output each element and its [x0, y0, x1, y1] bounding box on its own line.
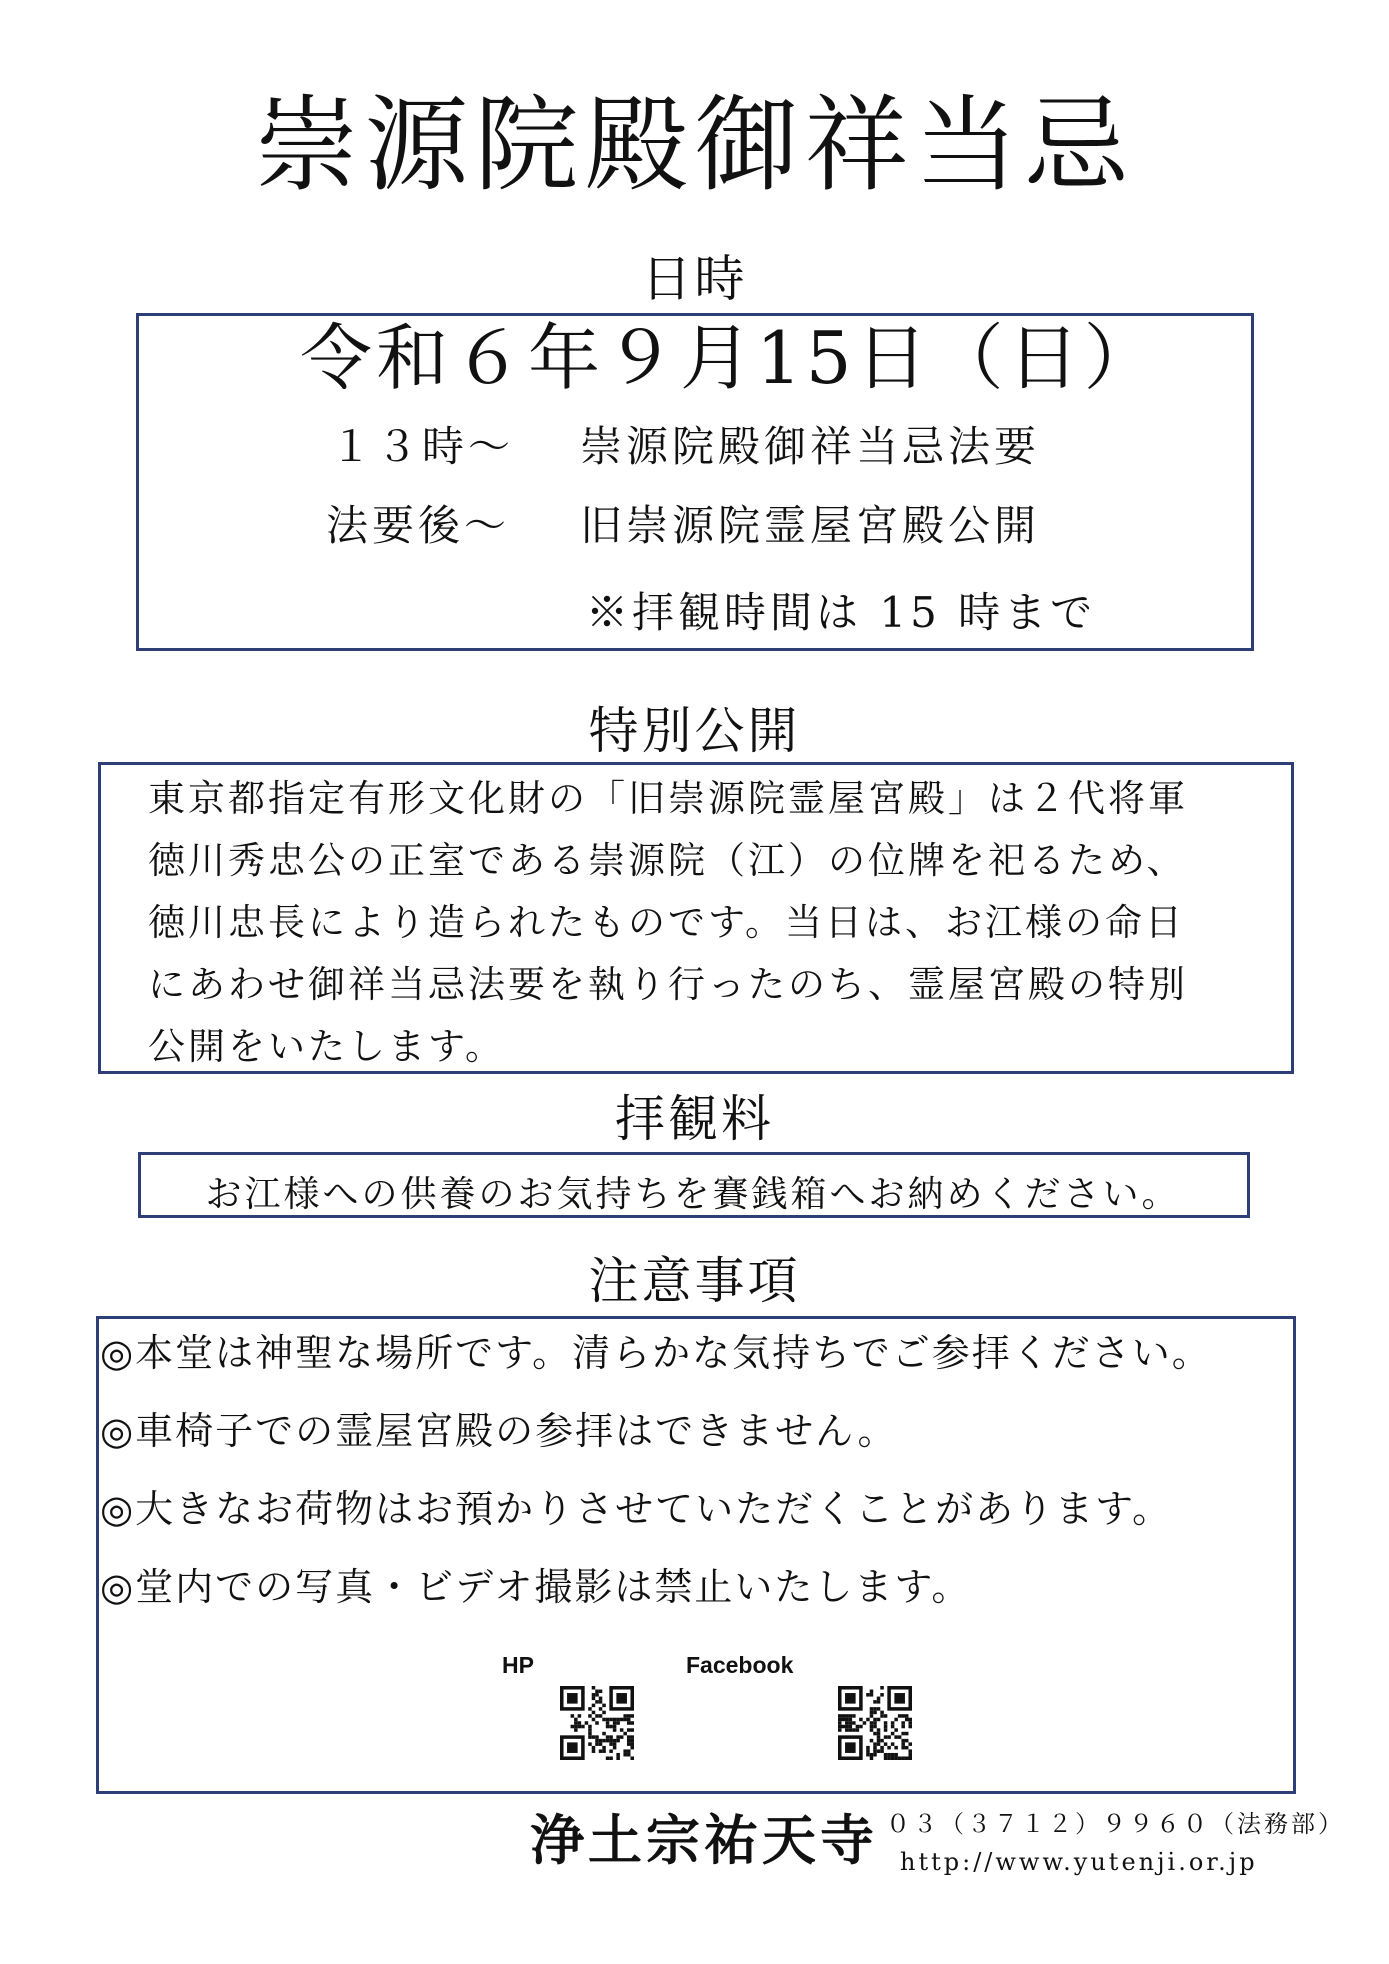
special-description [148, 768, 1288, 1078]
facebook-qr-code-icon[interactable] [838, 1686, 912, 1760]
website-url[interactable]: http://www.yutenji.or.jp [900, 1848, 1258, 1876]
schedule-event-2: 旧崇源院霊屋宮殿公開 [580, 501, 1041, 550]
schedule-time-1: １３時～ [330, 422, 515, 471]
special-line: 徳川忠長により造られたものです。当日は、お江様の命日 [148, 901, 1186, 944]
page-title: 崇源院殿御祥当忌 [254, 84, 1135, 206]
schedule-heading: 日時 [641, 250, 748, 308]
phone-number: ０３（３７１２）９９６０（法務部） [886, 1810, 1345, 1838]
special-heading: 特別公開 [588, 702, 801, 760]
schedule-event-1: 崇源院殿御祥当忌法要 [580, 422, 1041, 471]
fee-text: お江様への供養のお気持ちを賽銭箱へお納めください。 [205, 1174, 1181, 1215]
special-line: にあわせ御祥当忌法要を執り行ったのち、霊屋宮殿の特別 [148, 963, 1188, 1006]
special-line: 東京都指定有形文化財の「旧崇源院霊屋宮殿」は２代将軍 [148, 777, 1188, 820]
hp-label: HP [502, 1652, 534, 1678]
hp-qr-code-icon[interactable] [560, 1686, 634, 1760]
schedule-time-2: 法要後～ [326, 501, 511, 550]
notes-heading: 注意事項 [588, 1252, 801, 1310]
viewing-time-note: ※拝観時間は 15 時まで [586, 588, 1097, 637]
note-item: ◎本堂は神聖な場所です。清らかな気持ちでご参拝ください。 [100, 1331, 1212, 1375]
notes-box [96, 1316, 1296, 1794]
note-item: ◎堂内での写真・ビデオ撮影は禁止いたします。 [100, 1565, 972, 1609]
special-line: 徳川秀忠公の正室である崇源院（江）の位牌を祀るため、 [148, 839, 1187, 882]
facebook-label: Facebook [686, 1652, 794, 1678]
special-line: 公開をいたします。 [148, 1025, 506, 1068]
temple-name: 浄土宗祐天寺 [530, 1809, 878, 1872]
event-date: 令和６年９月15日（日） [300, 316, 1160, 400]
note-item: ◎車椅子での霊屋宮殿の参拝はできません。 [100, 1409, 898, 1453]
note-item: ◎大きなお荷物はお預かりさせていただくことがあります。 [100, 1487, 1173, 1531]
fee-heading: 拝観料 [615, 1090, 774, 1148]
